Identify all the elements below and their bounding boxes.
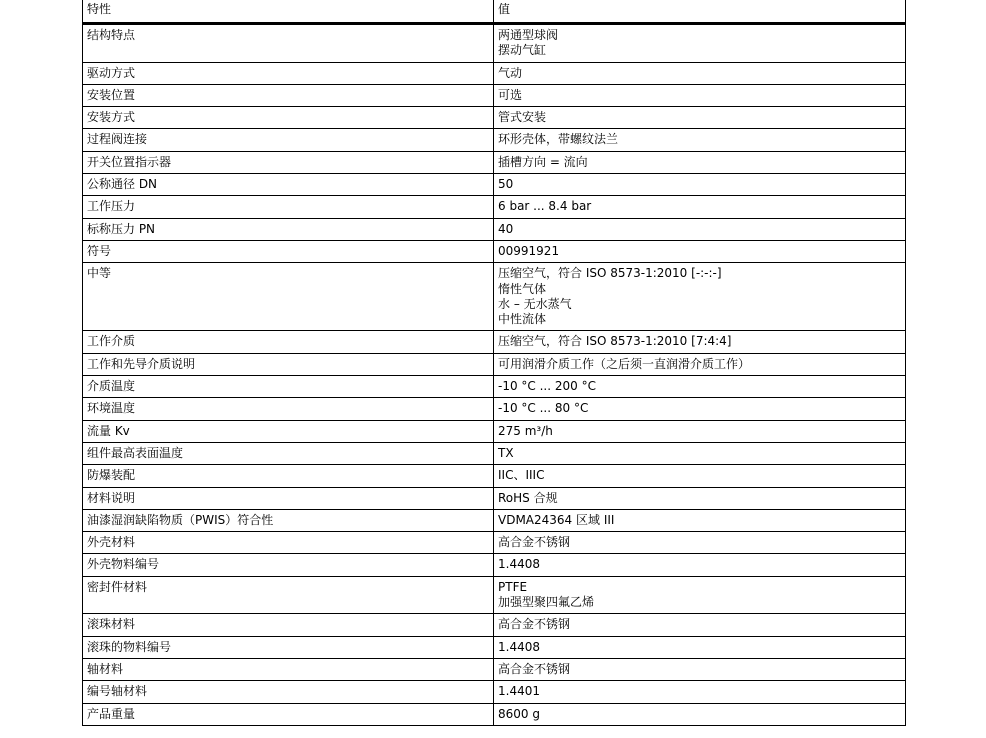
value-cell: 6 bar ... 8.4 bar bbox=[494, 196, 906, 218]
table-row bbox=[83, 151, 906, 173]
feature-cell: 产品重量 bbox=[83, 703, 494, 725]
value-cell: 高合金不锈钢 bbox=[494, 614, 906, 636]
feature-cell: 环境温度 bbox=[83, 398, 494, 420]
value-cell: TX bbox=[494, 442, 906, 464]
table-row bbox=[83, 636, 906, 658]
feature-cell: 密封件材料 bbox=[83, 576, 494, 614]
value-cell: -10 °C ... 80 °C bbox=[494, 398, 906, 420]
value-cell: 高合金不锈钢 bbox=[494, 532, 906, 554]
header-row bbox=[83, 0, 906, 24]
feature-cell: 滚珠材料 bbox=[83, 614, 494, 636]
value-cell: 压缩空气，符合 ISO 8573-1:2010 [7:4:4] bbox=[494, 331, 906, 353]
feature-cell: 滚珠的物料编号 bbox=[83, 636, 494, 658]
value-cell: PTFE 加强型聚四氟乙烯 bbox=[494, 576, 906, 614]
feature-cell: 流量 Kv bbox=[83, 420, 494, 442]
feature-cell: 结构特点 bbox=[83, 24, 494, 63]
value-cell: 可选 bbox=[494, 84, 906, 106]
table-row bbox=[83, 174, 906, 196]
value-cell: 8600 g bbox=[494, 703, 906, 725]
feature-cell: 外壳材料 bbox=[83, 532, 494, 554]
value-cell: VDMA24364 区域 III bbox=[494, 509, 906, 531]
table-row bbox=[83, 487, 906, 509]
value-cell: 插槽方向 = 流向 bbox=[494, 151, 906, 173]
feature-cell: 工作和先导介质说明 bbox=[83, 353, 494, 375]
value-cell: 气动 bbox=[494, 62, 906, 84]
table-row bbox=[83, 442, 906, 464]
table-row bbox=[83, 84, 906, 106]
value-cell: RoHS 合规 bbox=[494, 487, 906, 509]
feature-cell: 介质温度 bbox=[83, 376, 494, 398]
feature-cell: 过程阀连接 bbox=[83, 129, 494, 151]
value-cell: 275 m³/h bbox=[494, 420, 906, 442]
table-row bbox=[83, 218, 906, 240]
header-feature: 特性 bbox=[83, 0, 494, 24]
feature-cell: 油漆湿润缺陷物质（PWIS）符合性 bbox=[83, 509, 494, 531]
table-row bbox=[83, 658, 906, 680]
table-row bbox=[83, 24, 906, 63]
feature-cell: 符号 bbox=[83, 240, 494, 262]
table-row bbox=[83, 62, 906, 84]
value-cell: 50 bbox=[494, 174, 906, 196]
value-cell: 可用润滑介质工作（之后须一直润滑介质工作） bbox=[494, 353, 906, 375]
table-row bbox=[83, 554, 906, 576]
value-cell: 压缩空气，符合 ISO 8573-1:2010 [-:-:-] 惰性气体 水 – 无水蒸气 中性流体 bbox=[494, 263, 906, 331]
table-row bbox=[83, 240, 906, 262]
feature-cell: 工作介质 bbox=[83, 331, 494, 353]
table-row bbox=[83, 107, 906, 129]
feature-cell: 外壳物料编号 bbox=[83, 554, 494, 576]
feature-cell: 编号轴材料 bbox=[83, 681, 494, 703]
value-cell: 环形壳体，带螺纹法兰 bbox=[494, 129, 906, 151]
feature-cell: 工作压力 bbox=[83, 196, 494, 218]
spec-table bbox=[82, 0, 906, 726]
value-cell: 1.4408 bbox=[494, 554, 906, 576]
value-cell: 两通型球阀 摆动气缸 bbox=[494, 24, 906, 63]
table-row bbox=[83, 420, 906, 442]
table-row bbox=[83, 509, 906, 531]
table-header bbox=[83, 0, 906, 24]
table-row bbox=[83, 376, 906, 398]
feature-cell: 开关位置指示器 bbox=[83, 151, 494, 173]
table-row bbox=[83, 465, 906, 487]
table-row bbox=[83, 196, 906, 218]
table-row bbox=[83, 353, 906, 375]
table-row bbox=[83, 398, 906, 420]
value-cell: -10 °C ... 200 °C bbox=[494, 376, 906, 398]
value-cell: 1.4401 bbox=[494, 681, 906, 703]
feature-cell: 中等 bbox=[83, 263, 494, 331]
table-body bbox=[83, 24, 906, 726]
table-row bbox=[83, 576, 906, 614]
feature-cell: 防爆装配 bbox=[83, 465, 494, 487]
feature-cell: 驱动方式 bbox=[83, 62, 494, 84]
feature-cell: 材料说明 bbox=[83, 487, 494, 509]
value-cell: 1.4408 bbox=[494, 636, 906, 658]
value-cell: 00991921 bbox=[494, 240, 906, 262]
feature-cell: 安装方式 bbox=[83, 107, 494, 129]
feature-cell: 公称通径 DN bbox=[83, 174, 494, 196]
table-row bbox=[83, 614, 906, 636]
table-row bbox=[83, 263, 906, 331]
table-row bbox=[83, 681, 906, 703]
value-cell: 高合金不锈钢 bbox=[494, 658, 906, 680]
feature-cell: 轴材料 bbox=[83, 658, 494, 680]
feature-cell: 安装位置 bbox=[83, 84, 494, 106]
value-cell: 40 bbox=[494, 218, 906, 240]
feature-cell: 组件最高表面温度 bbox=[83, 442, 494, 464]
table-row bbox=[83, 532, 906, 554]
header-value: 值 bbox=[494, 0, 906, 24]
feature-cell: 标称压力 PN bbox=[83, 218, 494, 240]
value-cell: 管式安装 bbox=[494, 107, 906, 129]
value-cell: IIC、IIIC bbox=[494, 465, 906, 487]
table-row bbox=[83, 331, 906, 353]
table-row bbox=[83, 703, 906, 725]
table-row bbox=[83, 129, 906, 151]
